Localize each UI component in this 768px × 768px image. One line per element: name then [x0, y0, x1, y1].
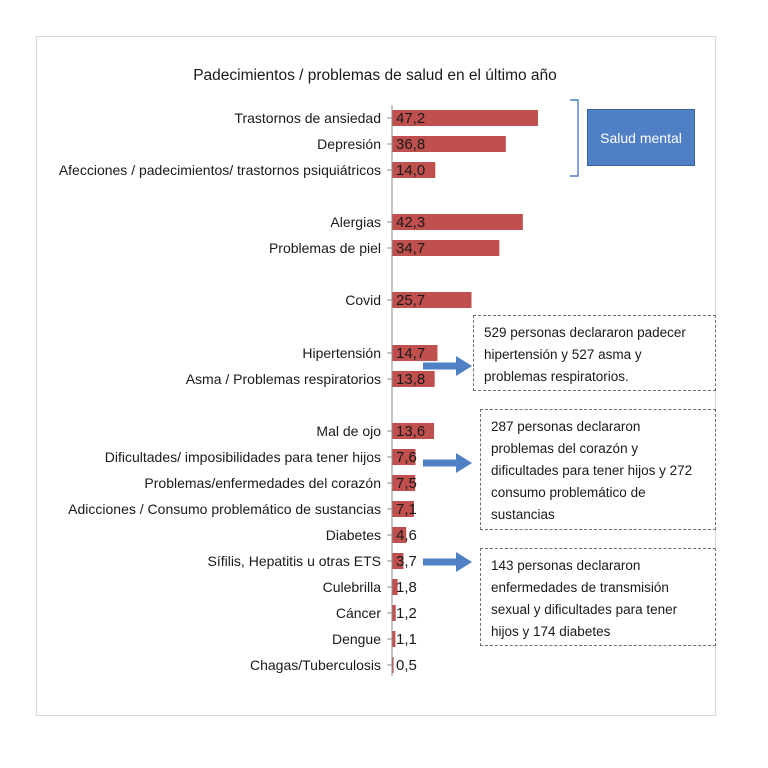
note-corazon-text: 287 personas declararon problemas del corazón y dificultades para tener hijos y 272 consumo problemático de sustancias — [491, 419, 693, 522]
value-label: 1,2 — [396, 605, 417, 622]
value-label: 7,6 — [396, 449, 417, 466]
arrow-corazon — [423, 453, 472, 473]
note-ets-text: 143 personas declararon enfermedades de transmisión sexual y dificultades para tener hijos y 174 diabetes — [491, 558, 678, 639]
salud-mental-bracket — [570, 100, 578, 176]
category-label: Problemas de piel — [268, 240, 381, 256]
value-label: 47,2 — [396, 110, 426, 127]
value-label: 1,8 — [396, 579, 417, 596]
value-label: 3,7 — [396, 553, 417, 570]
salud-mental-label: Salud mental — [600, 129, 682, 146]
category-label: Afecciones / padecimientos/ trastornos psiquiátricos — [58, 162, 381, 178]
category-label: Asma / Problemas respiratorios — [185, 371, 381, 387]
category-label: Depresión — [317, 136, 381, 152]
category-label: Diabetes — [325, 527, 381, 543]
value-label: 14,7 — [396, 345, 426, 362]
arrow-corazon-head — [456, 453, 472, 473]
category-label: Cáncer — [335, 605, 381, 621]
value-label: 13,8 — [396, 371, 426, 388]
value-label: 34,7 — [396, 240, 426, 257]
note-corazon — [480, 409, 716, 530]
note-hipertension — [473, 315, 716, 391]
arrow-corazon-shaft — [423, 460, 458, 467]
value-label: 25,7 — [396, 292, 426, 309]
note-ets — [480, 548, 716, 646]
value-label: 36,8 — [396, 136, 426, 153]
value-label: 42,3 — [396, 214, 426, 231]
category-label: Dificultades/ imposibilidades para tener hijos — [104, 449, 381, 465]
arrow-ets-head — [456, 552, 472, 572]
arrow-ets — [423, 552, 472, 572]
value-label: 7,1 — [396, 501, 417, 518]
note-hipertension-text: 529 personas declararon padecer hipertensión y 527 asma y problemas respiratorios. — [484, 325, 686, 384]
arrow-hipertension-shaft — [423, 363, 458, 370]
bar-16 — [392, 631, 395, 647]
value-label: 4,6 — [396, 527, 417, 544]
value-label: 14,0 — [396, 162, 426, 179]
value-label: 1,1 — [396, 631, 417, 648]
category-label: Trastornos de ansiedad — [234, 110, 381, 126]
category-label: Alergias — [330, 214, 381, 230]
value-label: 0,5 — [396, 657, 417, 674]
salud-mental-badge — [587, 109, 695, 166]
arrow-hipertension-head — [456, 356, 472, 376]
value-label: 7,5 — [396, 475, 417, 492]
category-label: Culebrilla — [322, 579, 381, 595]
category-label: Problemas/enfermedades del corazón — [144, 475, 381, 491]
value-label: 13,6 — [396, 423, 426, 440]
category-label: Chagas/Tuberculosis — [250, 657, 381, 673]
category-label: Dengue — [331, 631, 381, 647]
category-label: Mal de ojo — [316, 423, 381, 439]
category-label: Sífilis, Hepatitis u otras ETS — [207, 553, 381, 569]
chart-title: Padecimientos / problemas de salud en el último año — [193, 67, 557, 84]
category-label: Adicciones / Consumo problemático de sustancias — [68, 501, 381, 517]
category-label: Covid — [345, 292, 381, 308]
category-label: Hipertensión — [302, 345, 381, 361]
arrow-ets-shaft — [423, 559, 458, 566]
